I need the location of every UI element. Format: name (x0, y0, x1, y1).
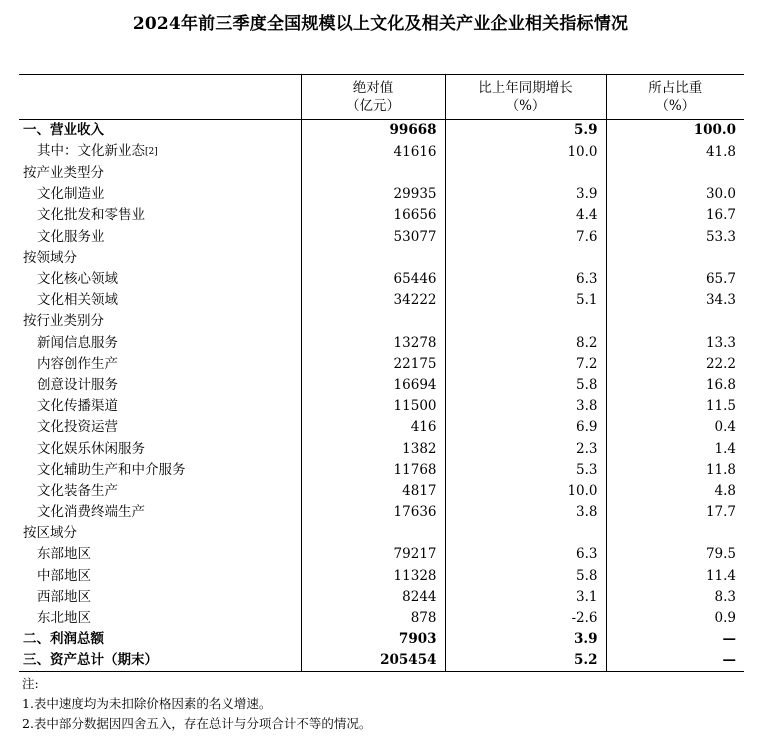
row-label: 按领域分 (23, 249, 77, 266)
row-label-cell (19, 523, 301, 544)
table-row (19, 650, 744, 672)
growth-cell: 6.9 (445, 417, 606, 438)
growth-cell: 3.8 (445, 396, 606, 417)
share-cell: 11.5 (606, 396, 744, 417)
growth-cell: 6.3 (445, 544, 606, 565)
row-label-cell (19, 311, 301, 332)
row-label: 其中：文化新业态 (37, 143, 145, 159)
share-cell: 0.9 (606, 608, 744, 629)
table-row (19, 248, 744, 269)
row-label-cell (19, 375, 301, 396)
growth-cell: 10.0 (445, 481, 606, 502)
share-cell: 11.8 (606, 460, 744, 481)
table-row (19, 587, 744, 608)
footnote-heading: 注: (22, 676, 39, 691)
table-row (19, 629, 744, 650)
value-cell: 53077 (301, 227, 445, 248)
table-row (19, 141, 744, 163)
share-cell: 0.4 (606, 417, 744, 438)
row-label-cell (19, 396, 301, 417)
table-row (19, 311, 744, 332)
row-label: 二、利润总额 (23, 631, 104, 648)
row-label: 内容创作生产 (37, 355, 118, 372)
row-label: 文化娱乐休闲服务 (37, 440, 145, 457)
table-row (19, 205, 744, 226)
row-label: 文化服务业 (37, 228, 105, 245)
value-cell: 7903 (301, 629, 445, 650)
row-label-cell (19, 163, 301, 184)
share-cell (606, 311, 744, 332)
share-cell: 17.7 (606, 502, 744, 523)
value-cell: 1382 (301, 438, 445, 459)
value-cell: 416 (301, 417, 445, 438)
header-value-line1: 绝对值 (352, 80, 394, 96)
growth-cell: 5.9 (445, 120, 606, 142)
value-cell: 99668 (301, 120, 445, 142)
table-row (19, 523, 744, 544)
growth-cell: 3.8 (445, 502, 606, 523)
row-label: 文化装备生产 (37, 482, 118, 499)
share-cell: 79.5 (606, 544, 744, 565)
row-label: 三、资产总计（期末） (23, 652, 158, 669)
value-cell: 41616 (301, 141, 445, 163)
row-label-cell (19, 184, 301, 205)
row-label: 文化相关领域 (37, 292, 118, 309)
row-label-cell (19, 650, 301, 672)
row-label-cell (19, 481, 301, 502)
share-cell: 4.8 (606, 481, 744, 502)
growth-cell: 5.8 (445, 375, 606, 396)
table-row (19, 502, 744, 523)
share-cell (606, 163, 744, 184)
footnote-ref: [2] (145, 147, 158, 157)
footnote-1: 1.表中速度均为未扣除价格因素的名义增速。 (22, 696, 272, 711)
table-row (19, 438, 744, 459)
header-share (606, 75, 744, 120)
row-label-cell (19, 333, 301, 354)
header-share-unit: （%） (655, 98, 696, 114)
row-label: 文化辅助生产和中介服务 (37, 461, 186, 478)
value-cell: 34222 (301, 290, 445, 311)
header-value-unit: （亿元） (346, 98, 400, 114)
share-cell: — (606, 650, 744, 672)
share-cell: 22.2 (606, 354, 744, 375)
row-label: 文化批发和零售业 (37, 207, 145, 224)
row-label-cell (19, 290, 301, 311)
table-row (19, 460, 744, 481)
table-row (19, 269, 744, 290)
growth-cell: 3.1 (445, 587, 606, 608)
table-row (19, 120, 744, 142)
row-label-cell (19, 460, 301, 481)
share-cell (606, 248, 744, 269)
value-cell: 878 (301, 608, 445, 629)
table-row (19, 566, 744, 587)
row-label-cell (19, 417, 301, 438)
growth-cell: 3.9 (445, 184, 606, 205)
share-cell: 16.7 (606, 205, 744, 226)
header-growth-unit: （%） (505, 98, 546, 114)
table-row (19, 227, 744, 248)
table-row (19, 481, 744, 502)
page-title: 2024年前三季度全国规模以上文化及相关产业企业相关指标情况 (132, 14, 629, 34)
share-cell: 100.0 (606, 120, 744, 142)
share-cell (606, 523, 744, 544)
share-cell: 30.0 (606, 184, 744, 205)
row-label-cell (19, 141, 301, 163)
row-label-cell (19, 608, 301, 629)
growth-cell: 3.9 (445, 629, 606, 650)
row-label-cell (19, 354, 301, 375)
row-label: 新闻信息服务 (37, 334, 118, 351)
row-label: 东北地区 (37, 610, 91, 627)
growth-cell: 7.2 (445, 354, 606, 375)
table-row (19, 333, 744, 354)
table-row (19, 608, 744, 629)
row-label-cell (19, 587, 301, 608)
share-cell: 53.3 (606, 227, 744, 248)
growth-cell: 5.1 (445, 290, 606, 311)
row-label-cell (19, 502, 301, 523)
growth-cell (445, 311, 606, 332)
row-label: 文化制造业 (37, 186, 105, 203)
table-row (19, 290, 744, 311)
footnotes (22, 674, 371, 734)
value-cell: 13278 (301, 333, 445, 354)
table-row (19, 375, 744, 396)
growth-cell: 2.3 (445, 438, 606, 459)
value-cell (301, 311, 445, 332)
growth-cell: 8.2 (445, 333, 606, 354)
row-label: 按产业类型分 (23, 165, 104, 182)
growth-cell: 5.3 (445, 460, 606, 481)
growth-cell (445, 248, 606, 269)
row-label: 文化核心领域 (37, 271, 118, 288)
row-label: 按区域分 (23, 525, 77, 542)
growth-cell (445, 523, 606, 544)
growth-cell: -2.6 (445, 608, 606, 629)
share-cell: — (606, 629, 744, 650)
table-row (19, 544, 744, 565)
row-label-cell (19, 120, 301, 142)
row-label-cell (19, 566, 301, 587)
row-label: 文化投资运营 (37, 419, 118, 436)
table-row (19, 417, 744, 438)
share-cell: 34.3 (606, 290, 744, 311)
value-cell: 11768 (301, 460, 445, 481)
row-label: 一、营业收入 (23, 122, 104, 138)
growth-cell: 5.2 (445, 650, 606, 672)
row-label: 创意设计服务 (37, 376, 118, 393)
header-value (301, 75, 445, 120)
value-cell (301, 163, 445, 184)
value-cell: 22175 (301, 354, 445, 375)
share-cell: 16.8 (606, 375, 744, 396)
value-cell: 11328 (301, 566, 445, 587)
value-cell: 16656 (301, 205, 445, 226)
value-cell: 17636 (301, 502, 445, 523)
header-growth (445, 75, 606, 120)
row-label-cell (19, 205, 301, 226)
row-label-cell (19, 629, 301, 650)
value-cell: 205454 (301, 650, 445, 672)
row-label: 西部地区 (37, 588, 91, 605)
header-indicator (19, 75, 301, 120)
growth-cell: 4.4 (445, 205, 606, 226)
row-label-cell (19, 248, 301, 269)
indicator-table (19, 74, 744, 672)
value-cell: 29935 (301, 184, 445, 205)
row-label: 文化消费终端生产 (37, 504, 145, 521)
growth-cell (445, 163, 606, 184)
table-body (19, 120, 744, 672)
share-cell: 11.4 (606, 566, 744, 587)
growth-cell: 5.8 (445, 566, 606, 587)
row-label-cell (19, 269, 301, 290)
row-label-cell (19, 438, 301, 459)
header-share-line1: 所占比重 (648, 80, 703, 96)
table-row (19, 354, 744, 375)
value-cell: 8244 (301, 587, 445, 608)
footnote-2: 2.表中部分数据因四舍五入，存在总计与分项合计不等的情况。 (22, 716, 372, 731)
value-cell (301, 523, 445, 544)
value-cell: 65446 (301, 269, 445, 290)
share-cell: 41.8 (606, 141, 744, 163)
row-label: 中部地区 (37, 567, 91, 584)
value-cell: 11500 (301, 396, 445, 417)
share-cell: 1.4 (606, 438, 744, 459)
share-cell: 65.7 (606, 269, 744, 290)
growth-cell: 7.6 (445, 227, 606, 248)
value-cell (301, 248, 445, 269)
value-cell: 16694 (301, 375, 445, 396)
row-label: 东部地区 (37, 546, 91, 563)
share-cell: 13.3 (606, 333, 744, 354)
growth-cell: 10.0 (445, 141, 606, 163)
growth-cell: 6.3 (445, 269, 606, 290)
table-header-row (19, 75, 744, 120)
row-label-cell (19, 544, 301, 565)
table-row (19, 163, 744, 184)
share-cell: 8.3 (606, 587, 744, 608)
row-label: 按行业类别分 (23, 313, 104, 330)
table-row (19, 184, 744, 205)
value-cell: 79217 (301, 544, 445, 565)
table-row (19, 396, 744, 417)
row-label: 文化传播渠道 (37, 398, 118, 415)
header-growth-line1: 比上年同期增长 (478, 80, 573, 96)
value-cell: 4817 (301, 481, 445, 502)
row-label-cell (19, 227, 301, 248)
